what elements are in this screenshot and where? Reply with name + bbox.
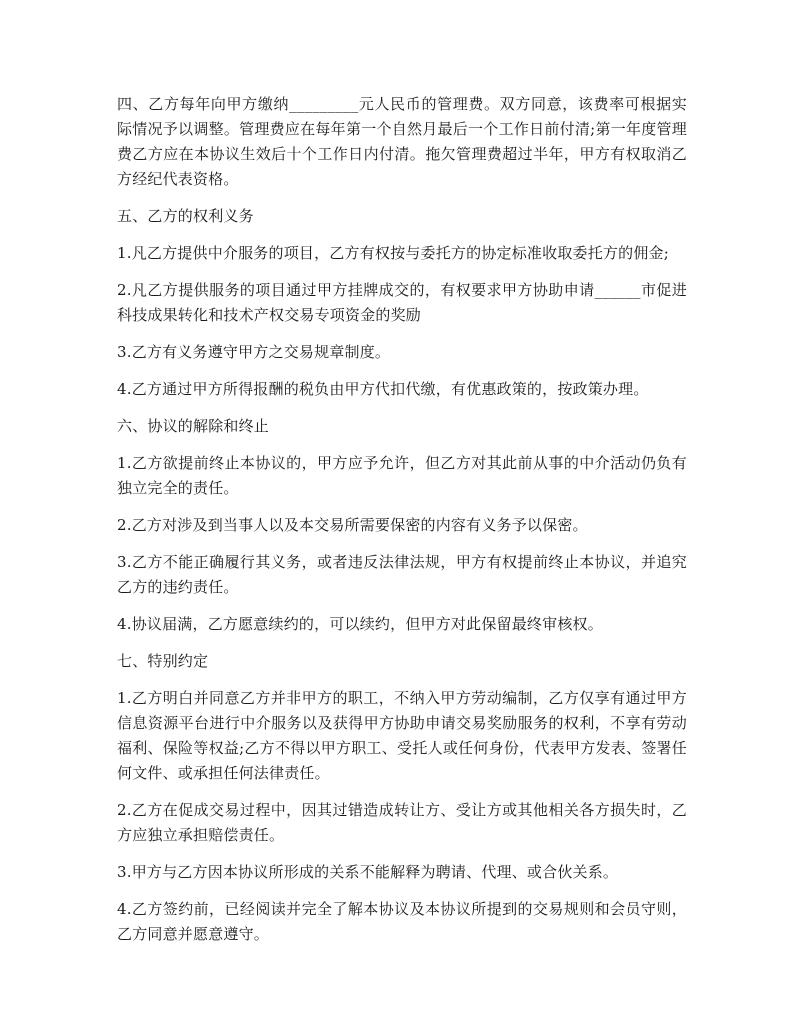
section-heading-6: 六、协议的解除和终止 (117, 417, 270, 435)
clause-5-1: 1.凡乙方提供中介服务的项目，乙方有权按与委托方的协定标准收取委托方的佣金; (117, 244, 669, 262)
clause-7-1: 1.乙方明白并同意乙方并非甲方的职工，不纳入甲方劳动编制，乙方仅享有通过甲方信息资源平台进行中介服务以及获得甲方协助申请交易奖励服务的权利，不享有劳动福利、保险等权益;乙方不得以甲方职工、受托人或任何身份，代表甲方发表、签署任何文件、或承担任何法律责任。 (117, 689, 687, 782)
clause-6-1: 1.乙方欲提前终止本协议的，甲方应予允许，但乙方对其此前从事的中介活动仍负有独立完全的责任。 (117, 454, 687, 497)
clause-7-2: 2.乙方在促成交易过程中，因其过错造成转让方、受让方或其他相关各方损失时，乙方应独立承担赔偿责任。 (117, 801, 687, 844)
clause-7-4: 4.乙方签约前，已经阅读并完全了解本协议及本协议所提到的交易规则和会员守则，乙方同意并愿意遵守。 (117, 900, 687, 943)
clause-5-2: 2.凡乙方提供服务的项目通过甲方挂牌成交的，有权要求甲方协助申请______市促进科技成果转化和技术产权交易专项资金的奖励 (117, 281, 687, 324)
clause-6-3: 3.乙方不能正确履行其义务，或者违反法律法规，甲方有权提前终止本协议，并追究乙方的违约责任。 (117, 553, 687, 596)
clause-7-3: 3.甲方与乙方因本协议所形成的关系不能解释为聘请、代理、或合伙关系。 (117, 863, 619, 881)
section-heading-7: 七、特别约定 (117, 652, 209, 670)
clause-5-3: 3.乙方有义务遵守甲方之交易规章制度。 (117, 343, 391, 361)
clause-6-2: 2.乙方对涉及到当事人以及本交易所需要保密的内容有义务予以保密。 (117, 516, 588, 534)
section-heading-5: 五、乙方的权利义务 (117, 207, 254, 225)
clause-6-4: 4.协议届满，乙方愿意续约的，可以续约，但甲方对此保留最终审核权。 (117, 615, 603, 633)
clause-5-4: 4.乙方通过甲方所得报酬的税负由甲方代扣代缴，有优惠政策的，按政策办理。 (117, 380, 649, 398)
clause-4-management-fee: 四、乙方每年向甲方缴纳_________元人民币的管理费。双方同意，该费率可根据实际情况予以调整。管理费应在每年第一个自然月最后一个工作日前付清;第一年度管理费乙方应在本协议生效后十个工作日内付清。拖欠管理费超过半年，甲方有权取消乙方经纪代表资格。 (117, 95, 687, 188)
document-body (117, 92, 687, 959)
